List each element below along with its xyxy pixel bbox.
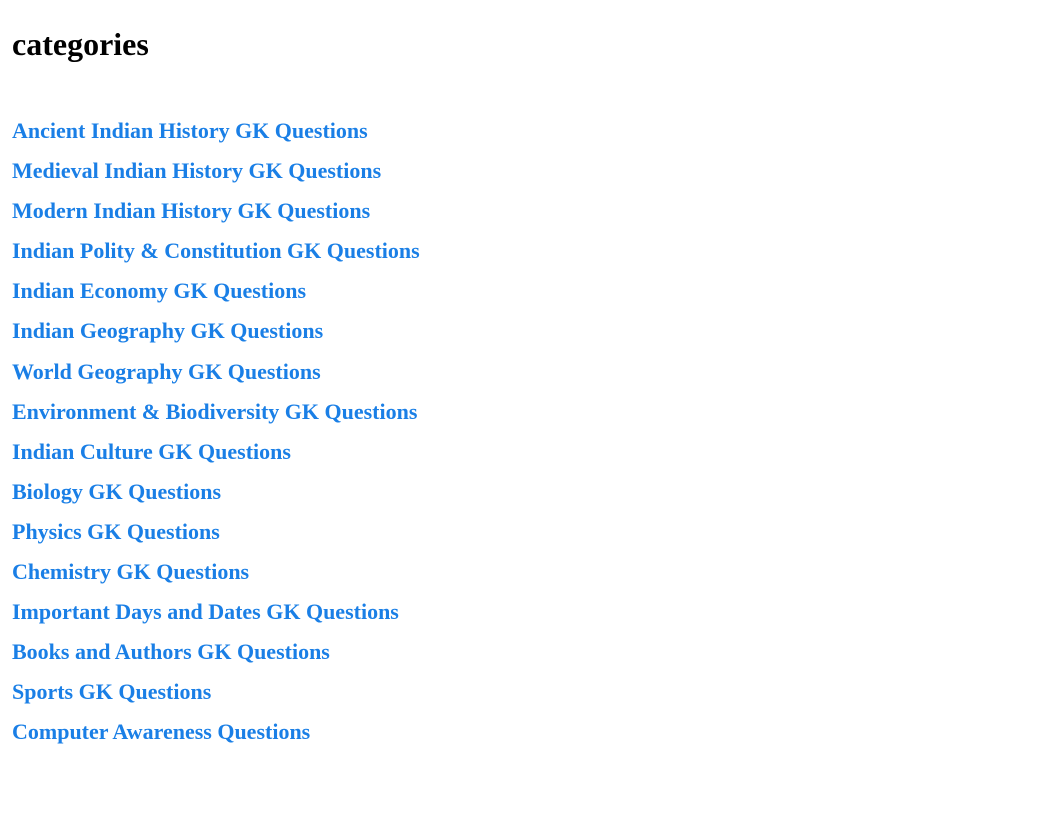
list-item	[12, 156, 420, 196]
list-item	[12, 276, 420, 316]
list-item	[12, 437, 420, 477]
category-link-important-days[interactable]: Important Days and Dates GK Questions	[12, 599, 399, 625]
category-link-indian-geography[interactable]: Indian Geography GK Questions	[12, 318, 324, 344]
page-title: categories	[12, 26, 149, 62]
category-list	[12, 116, 420, 758]
list-item	[12, 357, 420, 397]
category-link-medieval-indian-history[interactable]: Medieval Indian History GK Questions	[12, 158, 382, 184]
category-link-ancient-indian-history[interactable]: Ancient Indian History GK Questions	[12, 118, 368, 143]
category-link-computer-awareness[interactable]: Computer Awareness Questions	[12, 719, 311, 745]
list-item	[12, 477, 420, 517]
category-link-indian-culture[interactable]: Indian Culture GK Questions	[12, 438, 291, 464]
category-link-modern-indian-history[interactable]: Modern Indian History GK Questions	[12, 198, 371, 224]
category-link-environment-biodiversity[interactable]: Environment & Biodiversity GK Questions	[12, 398, 418, 424]
category-link-indian-polity[interactable]: Indian Polity & Constitution GK Questions	[12, 238, 420, 264]
category-link-biology[interactable]: Biology GK Questions	[12, 478, 222, 504]
category-link-books-authors[interactable]: Books and Authors GK Questions	[12, 639, 330, 665]
category-link-sports[interactable]: Sports GK Questions	[12, 679, 212, 705]
list-item	[12, 517, 420, 557]
list-item	[12, 196, 420, 236]
list-item	[12, 557, 420, 597]
list-item	[12, 677, 420, 717]
category-link-physics[interactable]: Physics GK Questions	[12, 518, 220, 544]
category-link-indian-economy[interactable]: Indian Economy GK Questions	[12, 278, 307, 304]
list-item	[12, 116, 420, 156]
category-link-chemistry[interactable]: Chemistry GK Questions	[12, 559, 250, 585]
list-item	[12, 397, 420, 437]
list-item	[12, 637, 420, 677]
list-item	[12, 597, 420, 637]
category-link-world-geography[interactable]: World Geography GK Questions	[12, 358, 321, 384]
list-item	[12, 236, 420, 276]
list-item	[12, 717, 420, 757]
list-item	[12, 316, 420, 356]
